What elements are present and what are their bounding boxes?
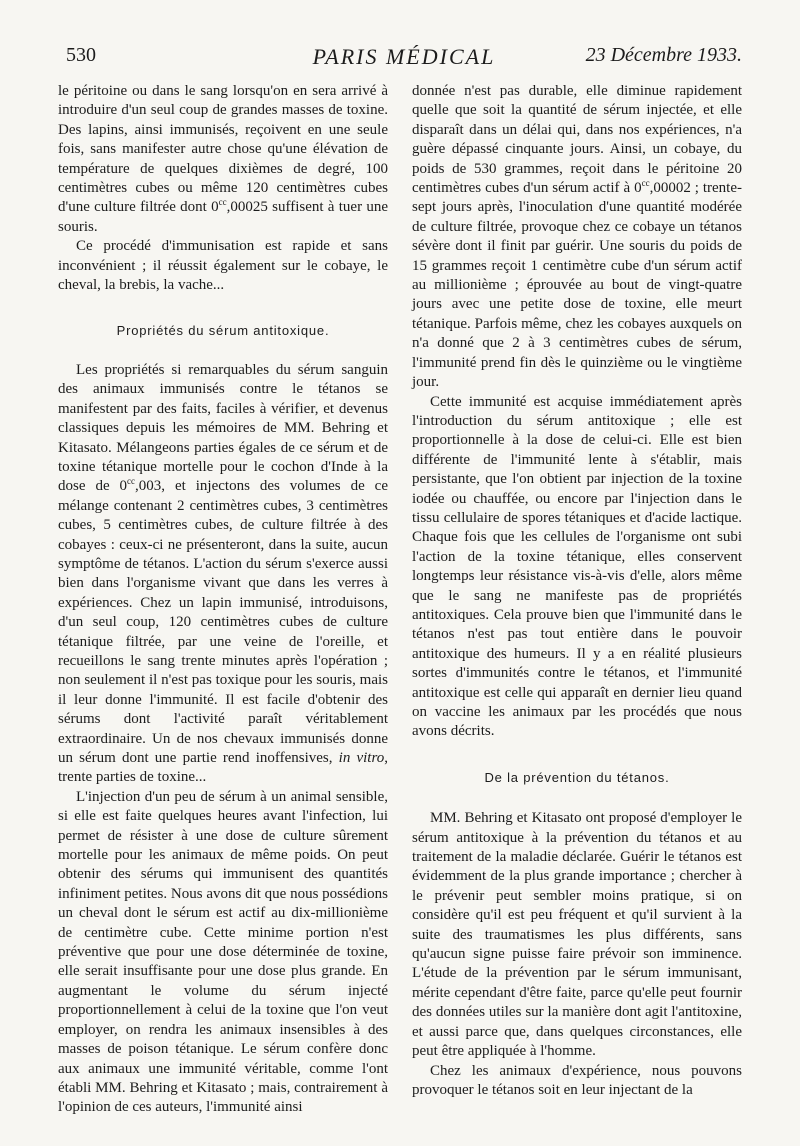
left-paragraph-4: L'injection d'un peu de sérum à un animal sensible, si elle est faite quelques heures avant l'infection, lui permet de résister à une dose de culture sûrement mortelle pour les animaux de même poids. On peut obtenir des sérums qui immunisent des quantités infiniment petites. Nous avons dit que nous possédions un cheval dont le sérum est actif au dix-millionième de centimètre cube. Cette minime portion n'est préventive que pour une dose déterminée de toxine, elle serait insuffisante pour une dose plus grande. En augmentant le volume du sérum injecté proportionnellement à celui de la toxine que l'on veut employer, on rendra les animaux insensibles à des masses de poison tétanique. Le sérum confère donc aux animaux une immunité véritable, comme l'ont établi MM. Behring et Kitasato ; mais, contrairement à l'opinion de ces auteurs, l'immunité ainsi [58,788,388,1116]
left-column [58,82,388,1118]
left-paragraph-2: Ce procédé d'immunisation est rapide et sans inconvénient ; il réussit également sur le cobaye, le cheval, la brebis, la vache... [58,238,388,294]
right-paragraph-3: MM. Behring et Kitasato ont proposé d'employer le sérum antitoxique à la prévention du tétanos et au traitement de la maladie déclarée. Guérir le tétanos est évidemment de la plus grande importance ; chercher à le prévenir peut sembler moins pratique, si on considère qu'il est peu fréquent et qu'il survient à la suite des traumatismes les plus différents, sans qu'aucun signe puisse faire prévoir son imminence. L'étude de la prévention par le sérum immunisant, mérite cependant d'être faite, parce qu'elle peut fournir des données utiles sur la manière dont agit l'antitoxine, et aussi parce que, dans quelques circonstances, elle peut être appliquée à l'homme. [412,810,742,1060]
page-number: 530 [66,44,96,66]
left-paragraph-3: Les propriétés si remarquables du sérum sanguin des animaux immunisés contre le tétanos se manifestent par des faits, faciles à vérifier, et devenus classiques depuis les mémoires de MM. Behring et Kitasato. Mélangeons parties égales de ce sérum et de toxine tétanique mortelle pour le cochon d'Inde à la dose de $0^{cc},003$, et injectons des volumes de ce mélange contenant 2 centimètres cubes, 3 centimètres cubes, 5 centimètres cubes, de culture filtrée à des cobayes : ceux-ci ne présenteront, dans la suite, aucun symptôme de tétanos. L'action du sérum s'exerce aussi bien dans l'organisme vivant que dans les verres à expériences. Chez un lapin immunisé, introduisons, d'un seul coup, 120 centimètres cubes de culture tétanique filtrée, par une veine de l'oreille, et recueillons le sang trente minutes après l'opération ; non seulement il n'est pas toxique pour les souris, mais il leur donne l'immunité. Il est facile d'obtenir des sérums dont l'activité paraît véritablement extraordinaire. Un de nos chevaux immunisés donne un sérum dont une partie rend inoffensives, in vitro, trente parties de toxine... [58,361,388,786]
right-paragraph-1: donnée n'est pas durable, elle diminue rapidement quelle que soit la quantité de sérum injectée, et elle disparaît dans un délai qui, dans nos expériences, n'a guère dépassé cinquante jours. Ainsi, un cobaye, du poids de 530 grammes, reçoit dans le péritoine 20 centimètres cubes d'un sérum actif à $0^{cc},00002$ ; trente-sept jours après, l'inoculation d'une quantité modérée de culture filtrée, provoque chez ce cobaye un tétanos sévère dont il finit par guérir. Une souris du poids de 15 grammes reçoit 1 centimètre cube d'un sérum actif au millionième ; éprouvée au bout de vingt-quatre jours avec une petite dose de toxine, elle meurt tétanique. Parfois même, chez les cobayes auxquels on n'a donné que 2 à 3 centimètres cubes de sérum, l'immunité prend fin dès le quinzième ou le vingtième jour. [412,83,743,391]
page-header [66,44,742,78]
issue-date: 23 Décembre 1933. [585,44,742,66]
left-paragraph-1: le péritoine ou dans le sang lorsqu'on en sera arrivé à introduire d'un seul coup de grandes masses de toxine. Des lapins, ainsi immunisés, reçoivent en une seule fois, sans manifester autre chose qu'une élévation de température de quelques dixièmes de degré, 100 centimètres cubes ou même 120 centimètres cubes d'une culture filtrée dont $0^{cc},00025$ suffisent à tuer une souris. [58,83,388,235]
right-paragraph-2: Cette immunité est acquise immédiatement après l'introduction du sérum antitoxique ; elle est proportionnelle à la dose de celui-ci. Elle est bien différente de l'immunité lente à s'établir, mais persistante, que l'on obtient par injection de la toxine iodée ou chauffée, ou encore par l'injection dans le tissu cellulaire de spores tétaniques et d'acide lactique. Chaque fois que les cellules de l'organisme ont subi l'action de la toxine tétanique, elles conservent longtemps leur résistance vis-à-vis d'elle, alors même que le sang ne manifeste pas de propriétés antitoxiques. Cela prouve bien que l'immunité dans le tétanos n'est pas tout entière dans le pouvoir antitoxique des humeurs. Il y a en réalité plusieurs sortes d'immunités contre le tétanos, et l'immunité antitoxique est celle qui apparaît en dernier lieu quand on vaccine les animaux par les procédés que nous avons décrits. [412,393,742,740]
journal-title: PARIS MÉDICAL [312,44,496,69]
section-heading-serum: Propriétés du sérum antitoxique. [116,323,330,339]
right-paragraph-4: Chez les animaux d'expérience, nous pouvons provoquer le tétanos soit en leur injectant de la [412,1062,742,1098]
right-column [412,82,742,1100]
section-heading-prevention: De la prévention du tétanos. [484,769,670,785]
